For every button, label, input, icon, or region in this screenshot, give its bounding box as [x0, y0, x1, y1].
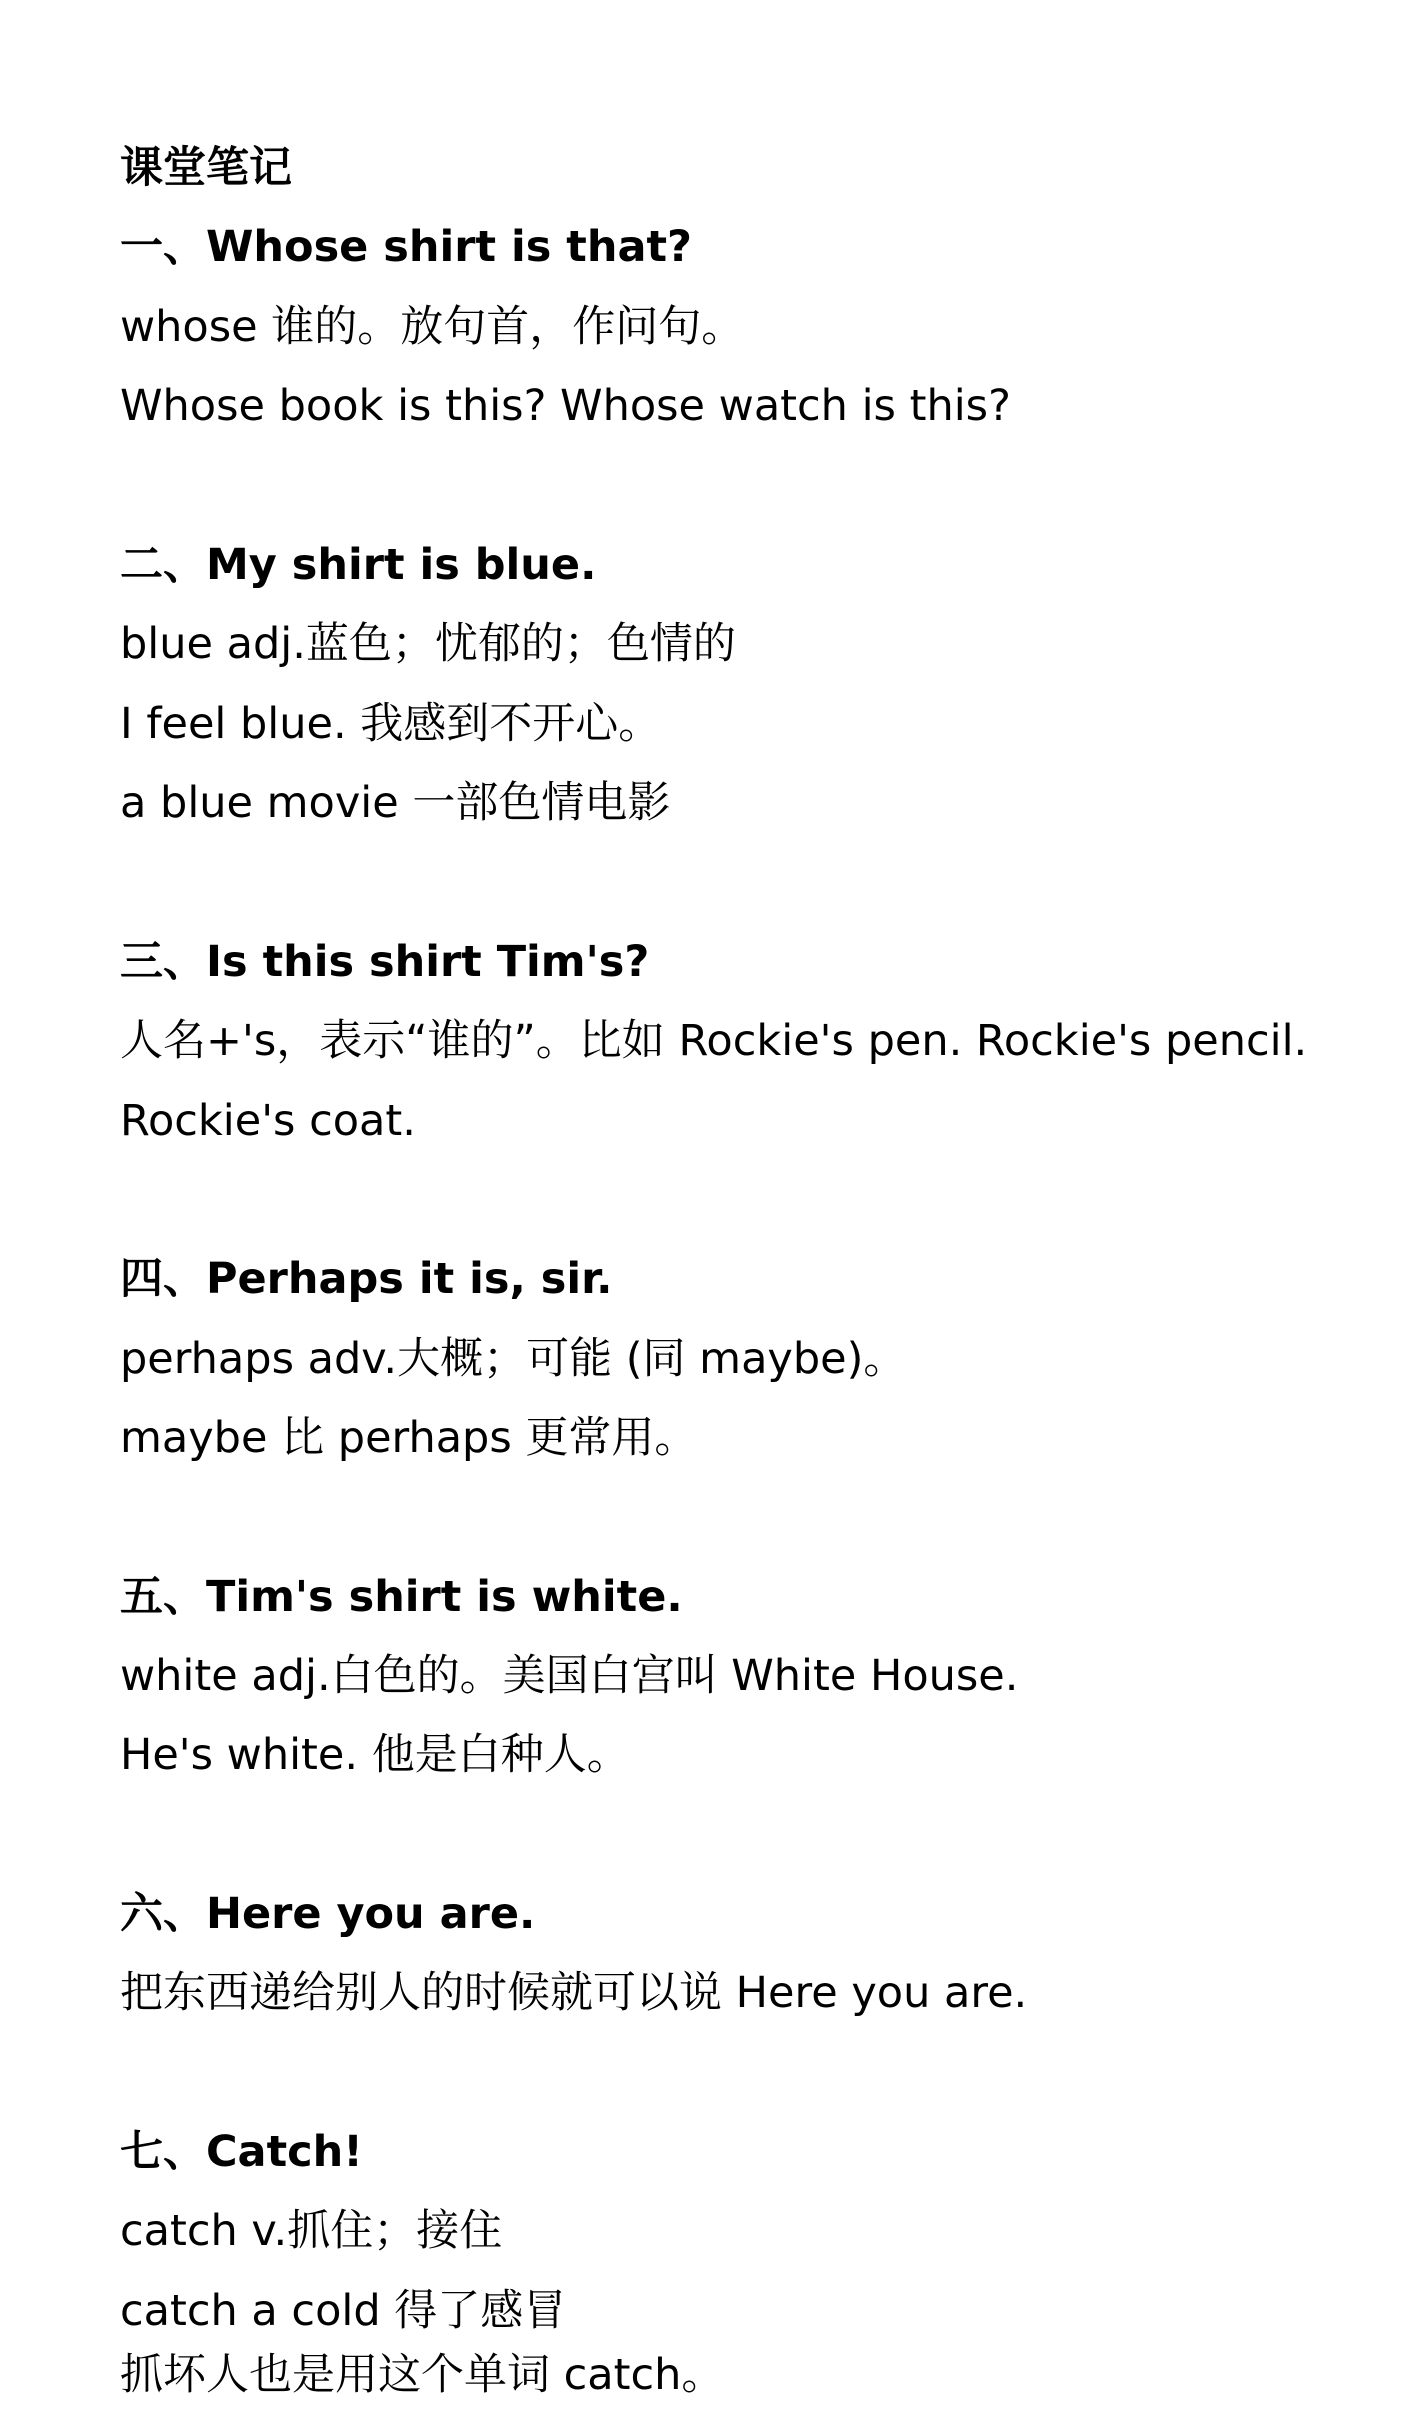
section-3-line-1: 人名+'s，表示“谁的”。比如 Rockie's pen. Rockie's pencil.	[120, 1016, 1308, 1066]
section-5-line-1: white adj.白色的。美国白宫叫 White House.	[120, 1651, 1019, 1701]
section-7-line-3: 抓坏人也是用这个单词 catch。	[120, 2350, 725, 2400]
section-3-line-2: Rockie's coat.	[120, 1096, 416, 1146]
section-5-line-2: He's white. 他是白种人。	[120, 1730, 630, 1780]
section-heading-4: 四、Perhaps it is, sir.	[120, 1254, 613, 1304]
section-7-line-1: catch v.抓住；接住	[120, 2206, 503, 2256]
section-4-line-2: maybe 比 perhaps 更常用。	[120, 1413, 698, 1463]
section-heading-5: 五、Tim's shirt is white.	[120, 1572, 683, 1622]
section-1-line-2: Whose book is this? Whose watch is this?	[120, 381, 1011, 431]
section-2-line-2: I feel blue. 我感到不开心。	[120, 699, 662, 749]
section-2-line-1: blue adj.蓝色；忧郁的；色情的	[120, 619, 736, 669]
section-heading-3: 三、Is this shirt Tim's?	[120, 937, 650, 987]
section-1-line-1: whose 谁的。放句首，作问句。	[120, 302, 745, 352]
section-4-line-1: perhaps adv.大概；可能 (同 maybe)。	[120, 1334, 907, 1384]
section-2-line-3: a blue movie 一部色情电影	[120, 778, 671, 828]
section-7-line-2: catch a cold 得了感冒	[120, 2286, 567, 2336]
section-heading-7: 七、Catch!	[120, 2127, 363, 2177]
section-heading-6: 六、Here you are.	[120, 1889, 536, 1939]
section-6-line-1: 把东西递给别人的时候就可以说 Here you are.	[120, 1968, 1028, 2018]
notes-title: 课堂笔记	[120, 143, 292, 193]
section-heading-2: 二、My shirt is blue.	[120, 540, 597, 590]
section-heading-1: 一、Whose shirt is that?	[120, 222, 692, 272]
